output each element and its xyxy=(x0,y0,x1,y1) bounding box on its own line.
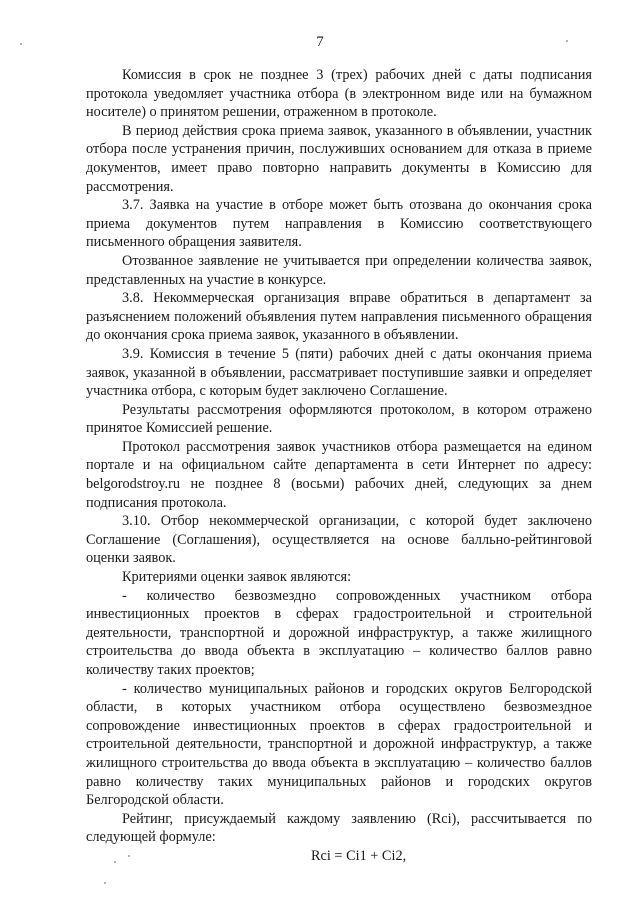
page-number: 7 xyxy=(316,34,324,50)
list-item: - количество муниципальных районов и городских округов Белгородской области, в которых участником отбора осуществлено безвозмездное сопровождение инвестиционных проектов в сферах градостроительной и строительной деятельности, транспортной и дорожной инфраструктур, а также жилищного строительства до ввода объекта в эксплуатацию – количество баллов равно количеству таких муниципальных районов и городских округов Белгородской области. xyxy=(86,680,592,809)
document-body xyxy=(86,66,592,866)
paragraph: Критериями оценки заявок являются: xyxy=(122,569,352,586)
paragraph: 3.8. Некоммерческая организация вправе обратиться в департамент за разъяснением положений объявления путем направления письменного обращения до окончания срока приема заявок, указанного в объявлении. xyxy=(86,290,592,344)
scan-speck xyxy=(128,855,130,857)
scan-speck xyxy=(114,861,116,863)
scan-speck xyxy=(104,882,106,884)
formula: Rci = Ci1 + Ci2, xyxy=(311,847,407,864)
paragraph: 3.10. Отбор некоммерческой организации, с которой будет заключено Соглашение (Соглашения), осуществляется на основе балльно-рейтинговой оценки заявок. xyxy=(86,513,592,567)
paragraph: 3.7. Заявка на участие в отборе может быть отозвана до окончания срока приема документов путем направления в Комиссию соответствующего письменного обращения заявителя. xyxy=(86,197,592,251)
paragraph: Протокол рассмотрения заявок участников отбора размещается на едином портале и на официальном сайте департамента в сети Интернет по адресу: belgorodstroy.ru не позднее 8 (восьми) рабочих дней, следующих за днем подписания протокола. xyxy=(86,438,592,511)
list-item: - количество безвозмездно сопровожденных участником отбора инвестиционных проектов в сферах градостроительной и строительной деятельности, транспортной и дорожной инфраструктур, а также жилищного строительства до ввода объекта в эксплуатацию – количество баллов равно количеству таких проектов; xyxy=(86,587,592,678)
paragraph: 3.9. Комиссия в течение 5 (пяти) рабочих дней с даты окончания приема заявок, указанной в объявлении, рассматривает поступившие заявки и определяет участника отбора, с которым будет заключено Соглашение. xyxy=(86,345,592,400)
paragraph: Результаты рассмотрения оформляются протоколом, в котором отражено принятое Комиссией решение. xyxy=(86,401,592,437)
paragraph: Комиссия в срок не позднее 3 (трех) рабочих дней с даты подписания протокола уведомляет участника отбора (в электронном виде или на бумажном носителе) о принятом решении, отраженном в протоколе. xyxy=(86,67,592,121)
paragraph: Рейтинг, присуждаемый каждому заявлению (Rci), рассчитывается по следующей формуле: xyxy=(86,810,592,846)
scan-speck xyxy=(20,43,22,45)
paragraph: Отозванное заявление не учитывается при определении количества заявок, представленных на участие в конкурсе. xyxy=(86,252,592,288)
scan-speck xyxy=(566,40,568,42)
paragraph: В период действия срока приема заявок, указанного в объявлении, участник отбора после устранения причин, послуживших основанием для отказа в приеме документов, имеет право повторно направить документы в Комиссию для рассмотрения. xyxy=(86,122,592,195)
